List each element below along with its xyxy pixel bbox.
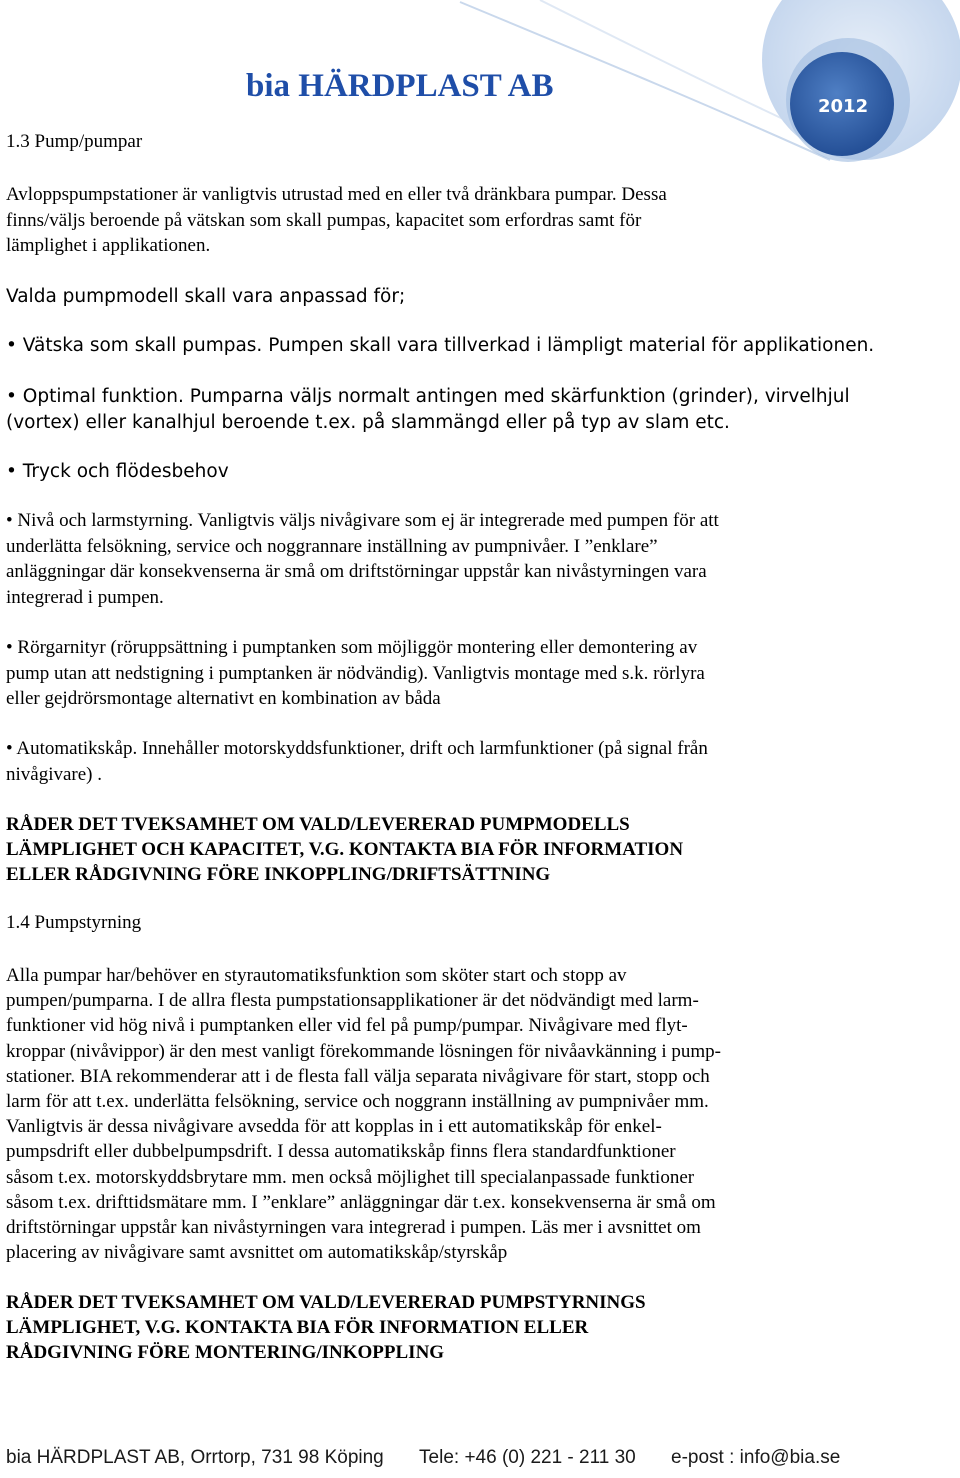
bullet-level-control [6,508,954,610]
paragraph-line: kroppar (nivåvippor) är den mest vanligt förekommande lösningen för nivåavkänning i pump- [6,1040,721,1062]
paragraph-line: Vanligtvis är dessa nivågivare avsedda för att kopplas in i ett automatikskåp för enkel- [6,1116,662,1138]
bullet-pipework [6,635,954,712]
pump-control-paragraph [6,963,954,1265]
paragraph-line: placering av nivågivare samt avsnittet om automatikskåp/styrskåp [6,1242,508,1264]
intro-paragraph [6,182,954,259]
bullet-line: integrerad i pumpen. [6,586,164,608]
bullet-line: • Rörgarnityr (röruppsättning i pumptanken som möjliggör montering eller demontering av [6,637,698,658]
bullet-control-cabinet [6,736,954,787]
paragraph-line: larm för att t.ex. underlätta felsökning, service och noggrann inställning av pumpnivåer mm. [6,1091,709,1113]
paragraph-line: driftstörningar uppstår kan nivåstyrningen vara integrerad i pumpen. Läs mer i avsnittet om [6,1217,701,1239]
warning-line: RÅDER DET TVEKSAMHET OM VALD/LEVERERAD PUMPMODELLS [6,814,630,835]
warning-line: ELLER RÅDGIVNING FÖRE INKOPPLING/DRIFTSÄTTNING [6,864,551,885]
bullet-pressure-flow [6,459,954,485]
bullet-line: nivågivare) . [6,763,103,785]
bullet-line: pump utan att nedstigning i pumptanken är nödvändig). Vanligtvis montage med s.k. rörlyra [6,662,705,684]
bullet-line: (vortex) eller kanalhjul beroende t.ex. på slammängd eller på typ av slam etc. [6,411,730,433]
bullet-liquid [6,333,954,359]
warning-line: LÄMPLIGHET, V.G. KONTAKTA BIA FÖR INFORMATION ELLER [6,1317,589,1338]
bullet-line: • Automatikskåp. Innehåller motorskyddsfunktioner, drift och larmfunktioner (på signal från [6,738,708,759]
section-heading-1-4: 1.4 Pumpstyrning [6,912,142,933]
paragraph-line: pumpsdrift eller dubbelpumpsdrift. I dessa automatikskåp finns flera standardfunktioner [6,1141,676,1163]
selection-lead: Valda pumpmodell skall vara anpassad för; [6,286,406,307]
warning-line: RÅDGIVNING FÖRE MONTERING/INKOPPLING [6,1342,445,1363]
paragraph-line: pumpen/pumparna. I de allra flesta pumpstationsapplikationer är det nödvändigt med larm- [6,990,699,1012]
bullet-line: • Optimal funktion. Pumparna väljs normalt antingen med skärfunktion (grinder), virvelhjul [6,386,850,407]
paragraph-line: funktioner vid hög nivå i pumptanken eller vid fel på pump/pumpar. Nivågivare med flyt- [6,1015,688,1037]
bullet-line: underlätta felsökning, service och noggrannare inställning av pumpnivåer. I ”enklare” [6,535,658,557]
bullet-line: eller gejdrörsmontage alternativt en kombination av båda [6,688,441,709]
paragraph-line: såsom t.ex. drifttidsmätare mm. I ”enklare” anläggningar där t.ex. konsekvenserna är små om [6,1191,716,1213]
page-footer [6,1447,840,1469]
footer-company-address: bia HÄRDPLAST AB, Orrtorp, 731 98 Köping [6,1447,384,1468]
warning-pump-model [6,812,683,887]
company-title: bia HÄRDPLAST AB [246,68,554,104]
intro-line: finns/väljs beroende på vätskan som skall pumpas, kapacitet som erfordras samt för [6,209,642,231]
warning-line: LÄMPLIGHET OCH KAPACITET, V.G. KONTAKTA BIA FÖR INFORMATION [6,839,684,860]
bullet-line: • Nivå och larmstyrning. Vanligtvis väljs nivågivare som ej är integrerade med pumpen för att [6,510,719,531]
bullet-line: • Vätska som skall pumpas. Pumpen skall vara tillverkad i lämpligt material för applikationen. [6,335,875,356]
warning-pump-control [6,1290,646,1365]
footer-email: e-post : info@bia.se [671,1447,841,1468]
warning-line: RÅDER DET TVEKSAMHET OM VALD/LEVERERAD PUMPSTYRNINGS [6,1292,646,1313]
intro-line: Avloppspumpstationer är vanligtvis utrustad med en eller två dränkbara pumpar. Dessa [6,184,667,205]
paragraph-line: stationer. BIA rekommenderar att i de flesta fall välja separata nivågivare för start, stopp och [6,1065,710,1087]
year-badge-label: 2012 [818,96,869,117]
paragraph-line: Alla pumpar har/behöver en styrautomatiksfunktion som sköter start och stopp av [6,965,627,986]
bullet-function [6,384,954,435]
intro-line: lämplighet i applikationen. [6,235,211,256]
paragraph-line: såsom t.ex. motorskyddsbrytare mm. men också möjlighet till specialanpassade funktioner [6,1166,695,1188]
footer-phone: Tele: +46 (0) 221 - 211 30 [419,1447,636,1468]
section-heading-1-3: 1.3 Pump/pumpar [6,131,143,152]
bullet-line: anläggningar där konsekvenserna är små om driftstörningar uppstår kan nivåstyrningen vara [6,561,707,582]
bullet-line: • Tryck och flödesbehov [6,461,229,482]
